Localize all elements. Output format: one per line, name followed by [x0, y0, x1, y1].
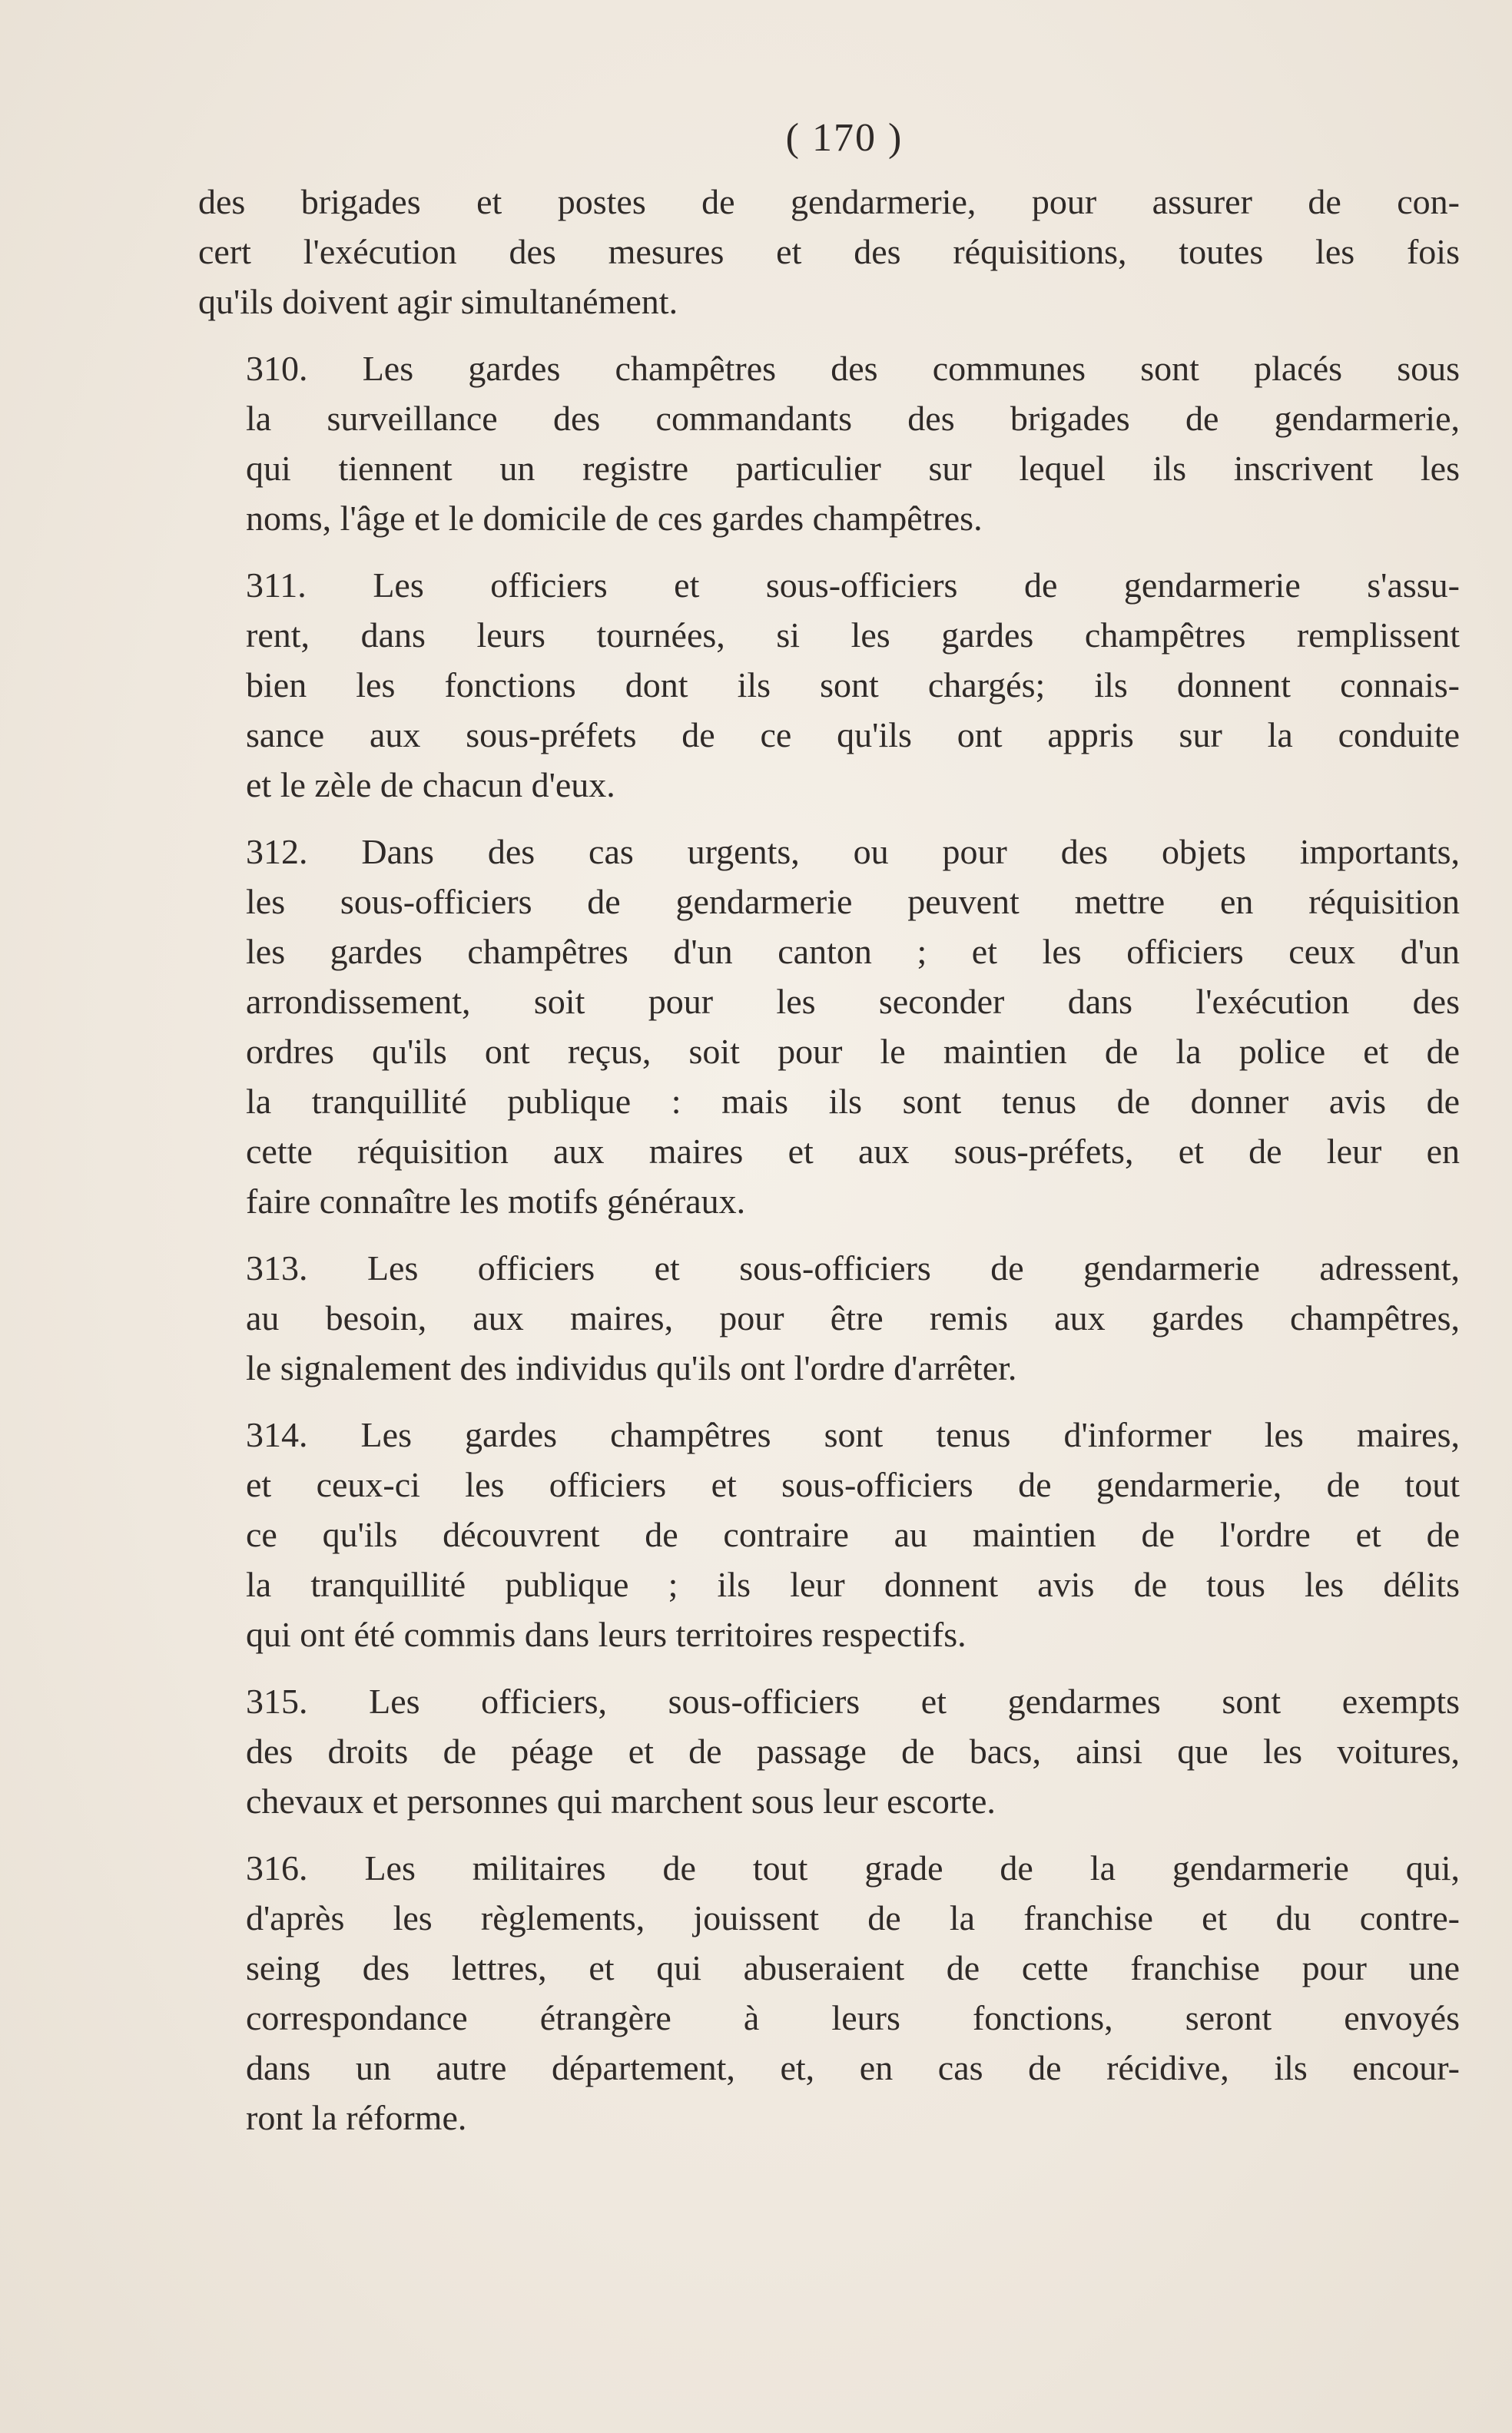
- text-line: correspondance étrangère à leurs fonctions, seront envoyés: [246, 1998, 1460, 2037]
- text-line: seing des lettres, et qui abuseraient de cette franchise pour une: [246, 1948, 1460, 1987]
- line-text: Les gardes champêtres sont tenus d'informer les maires,: [360, 1415, 1460, 1454]
- article-number: 311.: [246, 565, 307, 605]
- page-body: [198, 115, 1460, 2160]
- text-line: [198, 827, 1460, 877]
- article-paragraph: [198, 1243, 1460, 1393]
- text-line: le signalement des individus qu'ils ont l'ordre d'arrêter.: [246, 1348, 1017, 1387]
- text-line: des brigades et postes de gendarmerie, pour assurer de con-: [198, 182, 1460, 221]
- text-line: sance aux sous-préfets de ce qu'ils ont appris sur la conduite: [246, 715, 1460, 754]
- text-line: la surveillance des commandants des brigades de gendarmerie,: [246, 399, 1460, 438]
- article-paragraph: [198, 827, 1460, 1226]
- article-number: 310.: [246, 349, 308, 388]
- article-number: 313.: [246, 1248, 308, 1288]
- text-line: ce qu'ils découvrent de contraire au maintien de l'ordre et de: [246, 1515, 1460, 1554]
- text-line: dans un autre département, et, en cas de récidive, ils encour-: [246, 2048, 1460, 2087]
- line-text: Les officiers, sous-officiers et gendarmes sont exempts: [369, 1682, 1461, 1721]
- continuation-paragraph: [198, 177, 1460, 326]
- article-number: 314.: [246, 1415, 308, 1454]
- text-line: les sous-officiers de gendarmerie peuvent mettre en réquisition: [246, 882, 1460, 921]
- text-line: cette réquisition aux maires et aux sous-préfets, et de leur en: [246, 1132, 1460, 1171]
- text-line: qui tiennent un registre particulier sur lequel ils inscrivent les: [246, 449, 1460, 488]
- paragraph-list: [198, 177, 1460, 2143]
- text-line: [198, 1676, 1460, 1726]
- article-paragraph: [198, 1676, 1460, 1826]
- text-line: [198, 1410, 1460, 1460]
- text-line: bien les fonctions dont ils sont chargés; ils donnent connais-: [246, 665, 1460, 704]
- text-line: chevaux et personnes qui marchent sous leur escorte.: [246, 1782, 996, 1821]
- article-paragraph: [198, 560, 1460, 810]
- article-number: 312.: [246, 832, 308, 871]
- text-line: des droits de péage et de passage de bacs, ainsi que les voitures,: [246, 1732, 1460, 1771]
- text-line: [198, 343, 1460, 393]
- article-paragraph: [198, 343, 1460, 543]
- text-line: la tranquillité publique ; ils leur donnent avis de tous les délits: [246, 1565, 1460, 1604]
- article-number: 315.: [246, 1682, 308, 1721]
- text-line: d'après les règlements, jouissent de la franchise et du contre-: [246, 1898, 1460, 1937]
- text-line: [198, 1843, 1460, 1893]
- article-number: 316.: [246, 1848, 308, 1888]
- text-line: ordres qu'ils ont reçus, soit pour le maintien de la police et de: [246, 1032, 1460, 1071]
- text-line: et ceux-ci les officiers et sous-officiers de gendarmerie, de tout: [246, 1465, 1460, 1504]
- text-line: [198, 1243, 1460, 1293]
- text-line: ront la réforme.: [246, 2098, 467, 2137]
- text-line: faire connaître les motifs généraux.: [246, 1182, 746, 1221]
- text-line: cert l'exécution des mesures et des réquisitions, toutes les fois: [198, 232, 1460, 271]
- text-line: noms, l'âge et le domicile de ces gardes champêtres.: [246, 499, 983, 538]
- article-paragraph: [198, 1410, 1460, 1659]
- text-line: arrondissement, soit pour les seconder dans l'exécution des: [246, 982, 1460, 1021]
- page-number: ( 170 ): [785, 116, 904, 160]
- line-text: Les gardes champêtres des communes sont placés sous: [362, 349, 1461, 388]
- line-text: Les officiers et sous-officiers de gendarmerie s'assu-: [373, 565, 1460, 605]
- text-line: [198, 560, 1460, 610]
- text-line: qu'ils doivent agir simultanément.: [198, 282, 678, 321]
- line-text: Les officiers et sous-officiers de gendarmerie adressent,: [366, 1248, 1461, 1288]
- text-line: au besoin, aux maires, pour être remis aux gardes champêtres,: [246, 1298, 1460, 1337]
- text-line: la tranquillité publique : mais ils sont tenus de donner avis de: [246, 1082, 1460, 1121]
- article-paragraph: [198, 1843, 1460, 2143]
- line-text: Les militaires de tout grade de la gendarmerie qui,: [364, 1848, 1461, 1888]
- text-line: rent, dans leurs tournées, si les gardes champêtres remplissent: [246, 615, 1460, 655]
- text-line: qui ont été commis dans leurs territoires respectifs.: [246, 1615, 967, 1654]
- text-line: et le zèle de chacun d'eux.: [246, 765, 615, 804]
- text-line: les gardes champêtres d'un canton ; et les officiers ceux d'un: [246, 932, 1460, 971]
- line-text: Dans des cas urgents, ou pour des objets importants,: [361, 832, 1461, 871]
